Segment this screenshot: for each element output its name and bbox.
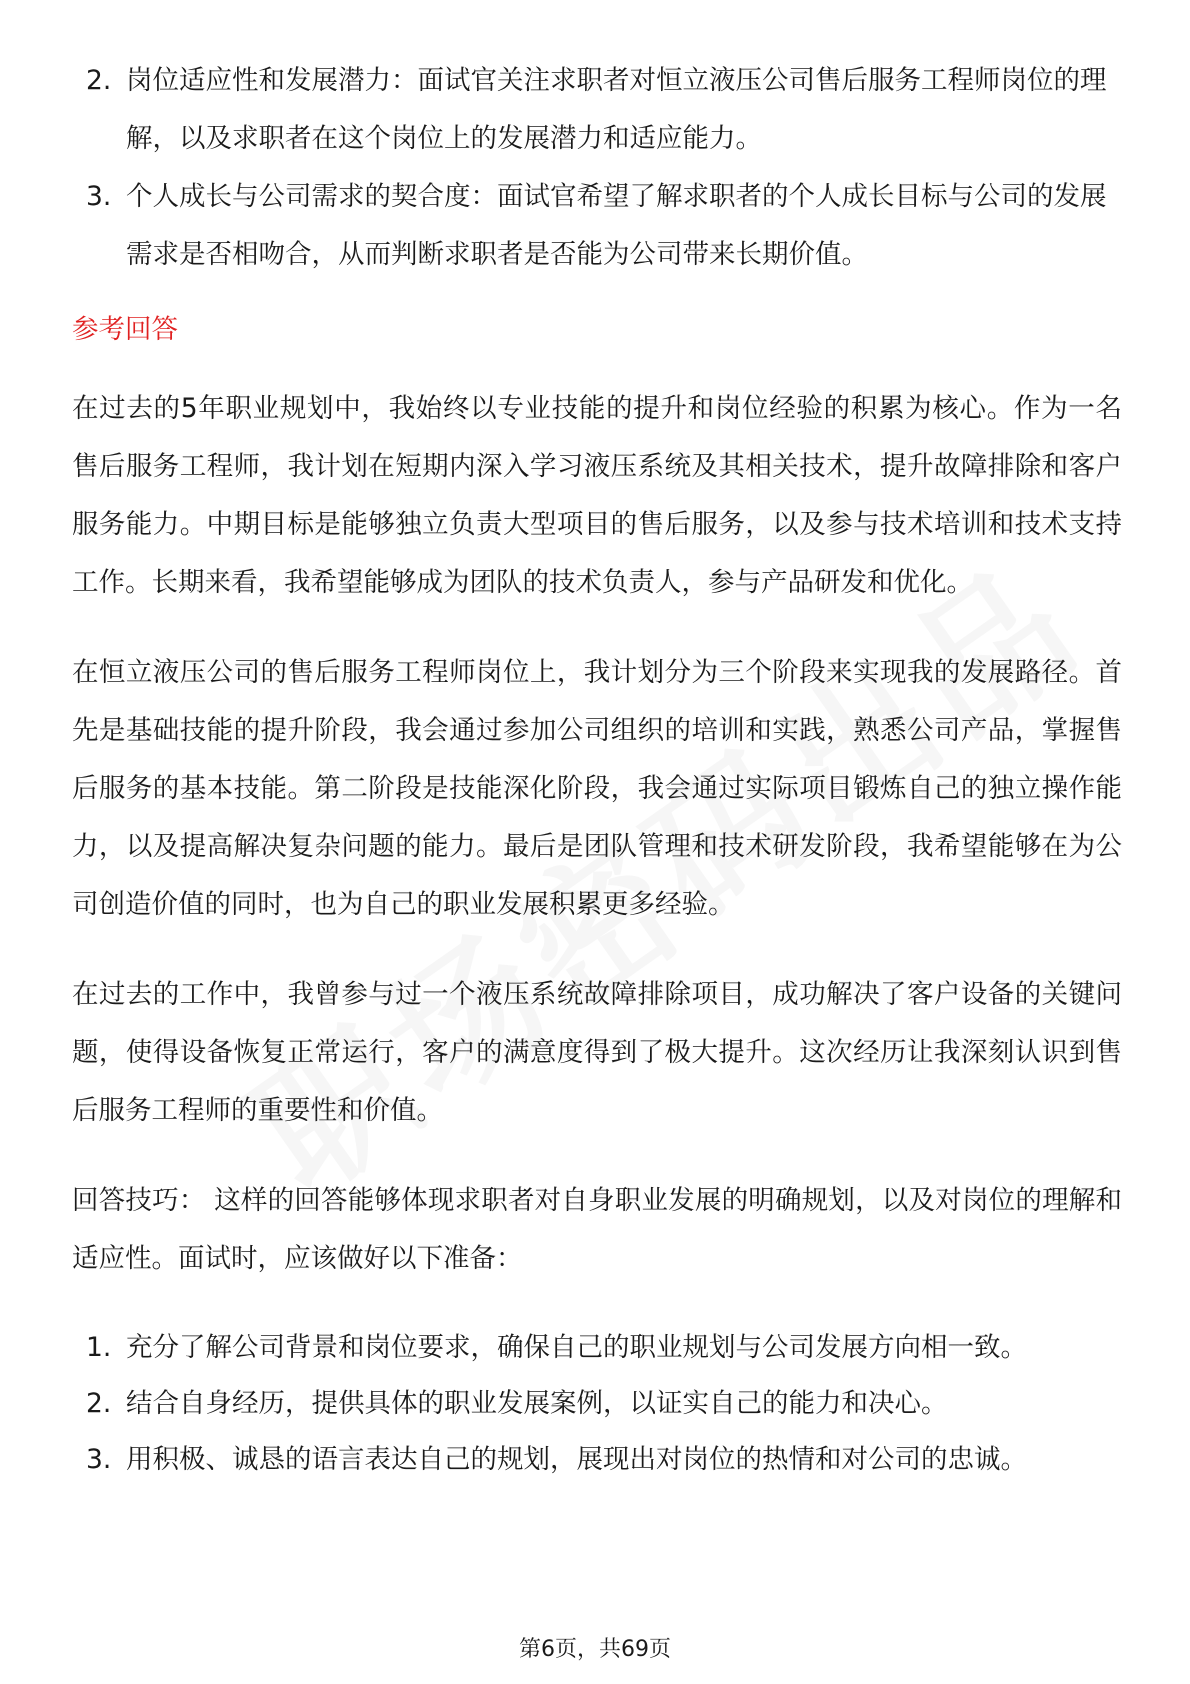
list-item-text: 个人成长与公司需求的契合度：面试官希望了解求职者的个人成长目标与公司的发展需求是否相吻合，从而判断求职者是否能为公司带来长期价值。 — [126, 181, 1107, 270]
paragraph: 在过去的5年职业规划中，我始终以专业技能的提升和岗位经验的积累为核心。作为一名售后服务工程师，我计划在短期内深入学习液压系统及其相关技术，提升故障排除和客户服务能力。中期目标是能够独立负责大型项目的售后服务，以及参与技术培训和技术支持工作。长期来看，我希望能够成为团队的技术负责人，参与产品研发和优化。 — [72, 393, 1122, 598]
list-item-text: 用积极、诚恳的语言表达自己的规划，展现出对岗位的热情和对公司的忠诚。 — [126, 1444, 1027, 1475]
page-footer: 第6页，共69页 — [519, 1637, 671, 1662]
tips-numbered-list — [72, 1320, 1122, 1488]
list-item-number: 2. — [86, 1388, 112, 1419]
list-item-text: 岗位适应性和发展潜力：面试官关注求职者对恒立液压公司售后服务工程师岗位的理解，以及求职者在这个岗位上的发展潜力和适应能力。 — [126, 65, 1107, 154]
list-item-text: 充分了解公司背景和岗位要求，确保自己的职业规划与公司发展方向相一致。 — [126, 1332, 1027, 1363]
list-item-text: 结合自身经历，提供具体的职业发展案例，以证实自己的能力和决心。 — [126, 1388, 948, 1419]
list-item — [72, 52, 1122, 168]
list-item-number: 3. — [86, 1444, 112, 1475]
paragraph: 在恒立液压公司的售后服务工程师岗位上，我计划分为三个阶段来实现我的发展路径。首先是基础技能的提升阶段，我会通过参加公司组织的培训和实践，熟悉公司产品，掌握售后服务的基本技能。第二阶段是技能深化阶段，我会通过实际项目锻炼自己的独立操作能力，以及提高解决复杂问题的能力。最后是团队管理和技术研发阶段，我希望能够在为公司创造价值的同时，也为自己的职业发展积累更多经验。 — [72, 657, 1122, 920]
intro-numbered-list — [72, 52, 1122, 284]
list-item — [72, 1376, 1122, 1432]
list-item-number: 3. — [86, 181, 112, 212]
section-heading: 参考回答 — [72, 314, 178, 345]
list-item — [72, 1432, 1122, 1488]
document-page — [72, 52, 1122, 1488]
list-item-number: 2. — [86, 65, 112, 96]
list-item — [72, 168, 1122, 284]
list-item — [72, 1320, 1122, 1376]
paragraph: 在过去的工作中，我曾参与过一个液压系统故障排除项目，成功解决了客户设备的关键问题，使得设备恢复正常运行，客户的满意度得到了极大提升。这次经历让我深刻认识到售后服务工程师的重要性和价值。 — [72, 979, 1122, 1126]
list-item-number: 1. — [86, 1332, 112, 1363]
paragraph: 回答技巧： 这样的回答能够体现求职者对自身职业发展的明确规划，以及对岗位的理解和适应性。面试时，应该做好以下准备： — [72, 1185, 1122, 1274]
